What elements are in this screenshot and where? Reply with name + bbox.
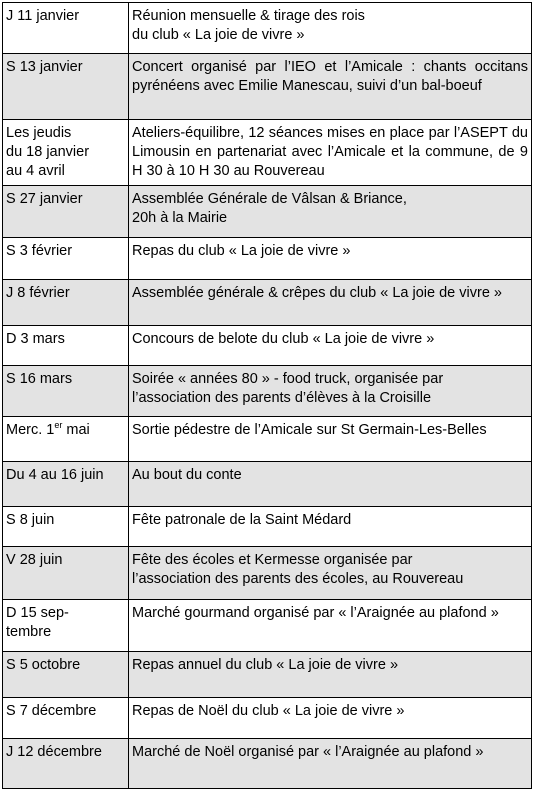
event-description-line: Ateliers-équilibre, 12 séances mises en place par l’ASEPT du Limousin en partenariat avec l’Amicale et la commune, de 9 H 30 à 10 H 30 au Rouvereau	[132, 125, 528, 179]
event-date-line: J 8 février	[6, 285, 70, 301]
event-date-text: mai	[62, 422, 90, 438]
event-date-line: S 5 octobre	[6, 657, 81, 673]
event-description-line: Repas de Noël du club « La joie de vivre »	[132, 703, 405, 719]
event-date	[3, 417, 129, 462]
table-row	[3, 238, 532, 280]
event-description	[129, 3, 532, 54]
table-row	[3, 600, 532, 652]
event-date	[3, 280, 129, 326]
event-description	[129, 462, 532, 507]
table-row	[3, 186, 532, 238]
event-description-line: Fête patronale de la Saint Médard	[132, 512, 352, 528]
event-description	[129, 417, 532, 462]
event-date-ordinal: er	[54, 420, 63, 431]
event-date	[3, 366, 129, 417]
event-description	[129, 120, 532, 186]
event-date-line: S 13 janvier	[6, 59, 83, 75]
event-date-line: J 11 janvier	[6, 8, 80, 24]
events-table	[2, 2, 532, 789]
table-row	[3, 462, 532, 507]
table-row	[3, 366, 532, 417]
event-date-text: Merc. 1	[6, 422, 55, 438]
event-description	[129, 600, 532, 652]
event-date	[3, 739, 129, 789]
event-date	[3, 238, 129, 280]
event-description-line: du club « La joie de vivre »	[132, 27, 305, 43]
event-description-line: Concert organisé par l’IEO et l’Amicale : chants occitans pyrénéens avec Emilie Manescau, suivi d’un bal-boeuf	[132, 59, 528, 94]
event-description-line: Marché de Noël organisé par « l’Araignée au plafond »	[132, 744, 484, 760]
event-date	[3, 54, 129, 120]
table-row	[3, 417, 532, 462]
table-row	[3, 547, 532, 600]
event-date-line: S 16 mars	[6, 371, 73, 387]
event-description-line: Au bout du conte	[132, 467, 242, 483]
event-date	[3, 462, 129, 507]
event-date-line: du 18 janvier	[6, 144, 90, 160]
event-date	[3, 600, 129, 652]
event-description-line: Repas du club « La joie de vivre »	[132, 243, 351, 259]
events-table-body	[3, 3, 532, 789]
event-description	[129, 280, 532, 326]
event-description	[129, 547, 532, 600]
event-description	[129, 698, 532, 739]
table-row	[3, 326, 532, 366]
event-description-line: Assemblée générale & crêpes du club « La joie de vivre »	[132, 285, 502, 301]
table-row	[3, 507, 532, 547]
event-date-line: S 27 janvier	[6, 191, 83, 207]
event-date-line: Du 4 au 16 juin	[6, 467, 104, 483]
event-date	[3, 186, 129, 238]
event-description-line: Marché gourmand organisé par « l’Araignée au plafond »	[132, 605, 499, 621]
event-date	[3, 698, 129, 739]
event-description-line: Soirée « années 80 » - food truck, organisée par	[132, 371, 444, 387]
table-row	[3, 739, 532, 789]
event-date	[3, 326, 129, 366]
event-date-line	[6, 421, 125, 440]
event-description-line: Réunion mensuelle & tirage des rois	[132, 8, 365, 24]
event-date-line: S 8 juin	[6, 512, 55, 528]
event-description-line: Concours de belote du club « La joie de vivre »	[132, 331, 435, 347]
event-date	[3, 3, 129, 54]
event-date	[3, 547, 129, 600]
event-description-line: Repas annuel du club « La joie de vivre »	[132, 657, 399, 673]
event-description-line: Sortie pédestre de l’Amicale sur St Germain-Les-Belles	[132, 422, 487, 438]
event-date	[3, 652, 129, 698]
event-date-line: tembre	[6, 624, 52, 640]
event-date-line: J 12 décembre	[6, 744, 102, 760]
event-description-line: 20h à la Mairie	[132, 210, 228, 226]
event-description	[129, 326, 532, 366]
table-row	[3, 3, 532, 54]
table-row	[3, 652, 532, 698]
event-date	[3, 120, 129, 186]
event-date-line: Les jeudis	[6, 125, 72, 141]
event-description	[129, 739, 532, 789]
table-row	[3, 280, 532, 326]
event-description-line: Assemblée Générale de Vâlsan & Briance,	[132, 191, 407, 207]
event-description	[129, 238, 532, 280]
event-description	[129, 507, 532, 547]
event-date-line: S 7 décembre	[6, 703, 97, 719]
event-description-line: l’association des parents d’élèves à la Croisille	[132, 390, 432, 406]
table-row	[3, 698, 532, 739]
event-description-line: Fête des écoles et Kermesse organisée par	[132, 552, 413, 568]
event-description	[129, 54, 532, 120]
event-description-line: l’association des parents des écoles, au Rouvereau	[132, 571, 464, 587]
table-row	[3, 54, 532, 120]
event-description	[129, 366, 532, 417]
table-row	[3, 120, 532, 186]
event-date	[3, 507, 129, 547]
event-description	[129, 186, 532, 238]
event-date-line: S 3 février	[6, 243, 73, 259]
event-date-line: D 15 sep-	[6, 605, 69, 621]
event-description	[129, 652, 532, 698]
event-date-line: au 4 avril	[6, 163, 65, 179]
event-date-line: V 28 juin	[6, 552, 63, 568]
event-date-line: D 3 mars	[6, 331, 65, 347]
